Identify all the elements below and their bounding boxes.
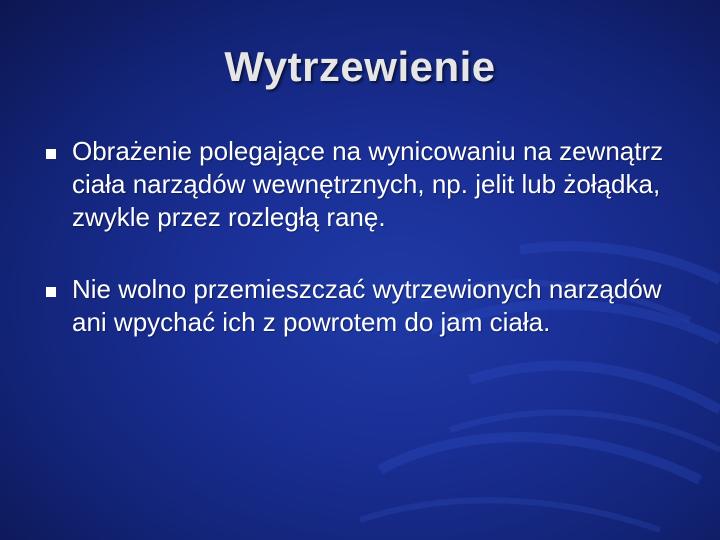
square-bullet-icon: [46, 287, 56, 297]
bullet-text: Obrażenie polegające na wynicowaniu na zewnątrz ciała narządów wewnętrznych, np. jelit lub żołądka, zwykle przez rozległą ranę.: [72, 136, 664, 232]
slide-title: Wytrzewienie: [224, 43, 496, 90]
bullet-list: [40, 135, 680, 339]
square-bullet-icon: [46, 149, 56, 159]
bullet-item: [40, 135, 680, 234]
bullet-item: [40, 273, 680, 339]
bullet-text: Nie wolno przemieszczać wytrzewionych narządów ani wpychać ich z powrotem do jam ciała.: [72, 274, 662, 337]
